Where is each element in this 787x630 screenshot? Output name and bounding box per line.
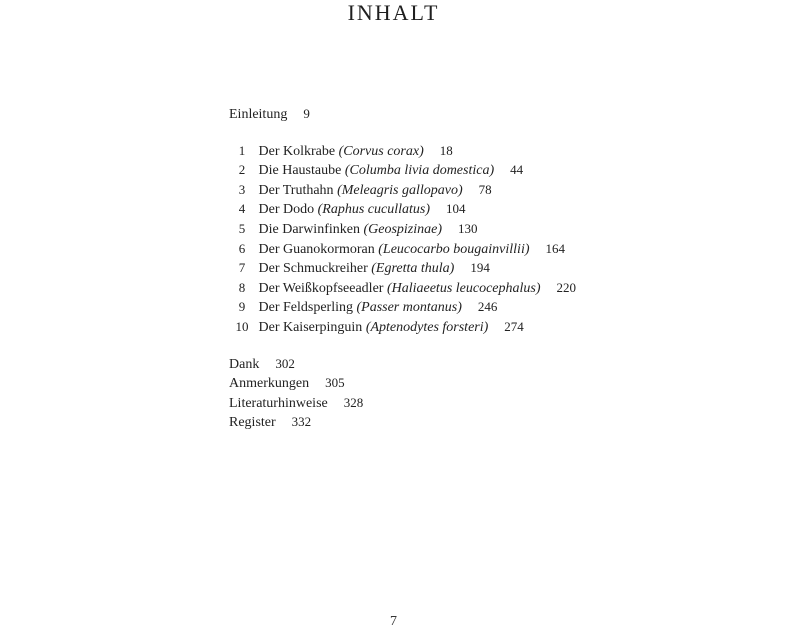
toc-entry-chapter-4[interactable]	[229, 199, 576, 219]
chapter-number: 8	[238, 279, 246, 295]
chapter-number: 2	[238, 162, 246, 178]
entry-page: 332	[291, 414, 312, 430]
entry-title: Einleitung	[229, 107, 288, 122]
chapter-title: Der Weißkopfseeadler	[258, 280, 384, 296]
chapter-latin-name: (Columba livia domestica)	[344, 163, 495, 179]
chapter-number: 7	[238, 260, 246, 276]
chapter-number: 9	[238, 299, 246, 315]
chapter-latin-name: (Egretta thula)	[371, 261, 455, 277]
chapter-page: 274	[504, 318, 524, 334]
chapter-title: Der Guanokormoran	[258, 241, 375, 257]
toc-entry-chapter-8[interactable]	[229, 278, 576, 298]
chapter-title: Der Kolkrabe	[258, 143, 336, 159]
toc-entry-register[interactable]	[229, 412, 576, 432]
chapter-page: 78	[478, 181, 492, 197]
chapter-page: 130	[458, 220, 478, 236]
chapter-page: 220	[556, 279, 577, 295]
chapter-number: 1	[238, 142, 246, 158]
entry-page: 305	[325, 375, 345, 391]
toc-entry-chapter-7[interactable]	[229, 258, 576, 278]
entry-page: 302	[275, 355, 295, 371]
chapter-page: 246	[477, 299, 498, 315]
chapter-latin-name: (Meleagris gallopavo)	[337, 182, 463, 198]
chapter-title: Der Truthahn	[258, 182, 334, 198]
chapter-title: Der Schmuckreiher	[258, 261, 368, 277]
entry-page: 9	[303, 106, 310, 121]
entry-title: Register	[229, 415, 276, 431]
chapter-title: Der Kaiserpinguin	[258, 319, 363, 335]
chapter-number: 3	[238, 181, 246, 197]
chapter-number: 4	[238, 201, 246, 217]
chapter-latin-name: (Passer montanus)	[356, 300, 462, 316]
chapter-title: Die Haustaube	[258, 163, 342, 179]
toc-entry-intro[interactable]	[229, 104, 576, 124]
entry-title: Dank	[229, 356, 260, 372]
entry-page: 328	[343, 394, 364, 410]
toc-entry-chapter-9[interactable]	[229, 297, 576, 317]
toc-entry-chapter-3[interactable]	[229, 180, 576, 200]
chapter-page: 44	[510, 162, 524, 178]
chapter-latin-name: (Haliaeetus leucocephalus)	[386, 280, 541, 296]
table-of-contents	[229, 104, 576, 432]
chapter-latin-name: (Raphus cucullatus)	[317, 202, 430, 218]
chapter-latin-name: (Corvus corax)	[338, 143, 424, 159]
chapter-page: 104	[445, 201, 466, 217]
section-gap	[229, 337, 576, 354]
entry-title: Anmerkungen	[229, 376, 310, 392]
chapter-number: 5	[238, 220, 246, 236]
page-number: 7	[390, 614, 397, 629]
chapter-latin-name: (Aptenodytes forsteri)	[365, 319, 489, 335]
toc-entry-chapter-10[interactable]	[229, 317, 576, 337]
toc-entry-anmerkungen[interactable]	[229, 373, 576, 393]
toc-entry-chapter-1[interactable]	[229, 141, 576, 161]
chapter-title: Die Darwinfinken	[258, 221, 360, 237]
toc-entry-chapter-5[interactable]	[229, 219, 576, 239]
chapter-page: 164	[545, 240, 566, 256]
chapter-number: 10	[235, 318, 249, 334]
toc-entry-dank[interactable]	[229, 354, 576, 374]
chapter-latin-name: (Geospizinae)	[363, 221, 443, 237]
chapter-title: Der Dodo	[258, 202, 315, 218]
chapter-number: 6	[238, 240, 246, 256]
chapter-page: 18	[439, 142, 453, 158]
page-title: INHALT	[347, 0, 440, 25]
toc-entry-literaturhinweise[interactable]	[229, 393, 576, 413]
chapter-latin-name: (Leucocarbo bougainvillii)	[378, 241, 530, 257]
section-gap	[229, 124, 576, 141]
chapter-title: Der Feldsperling	[258, 300, 353, 316]
chapter-page: 194	[470, 260, 490, 276]
entry-title: Literaturhinweise	[229, 395, 328, 411]
toc-entry-chapter-6[interactable]	[229, 239, 576, 259]
toc-entry-chapter-2[interactable]	[229, 160, 576, 180]
